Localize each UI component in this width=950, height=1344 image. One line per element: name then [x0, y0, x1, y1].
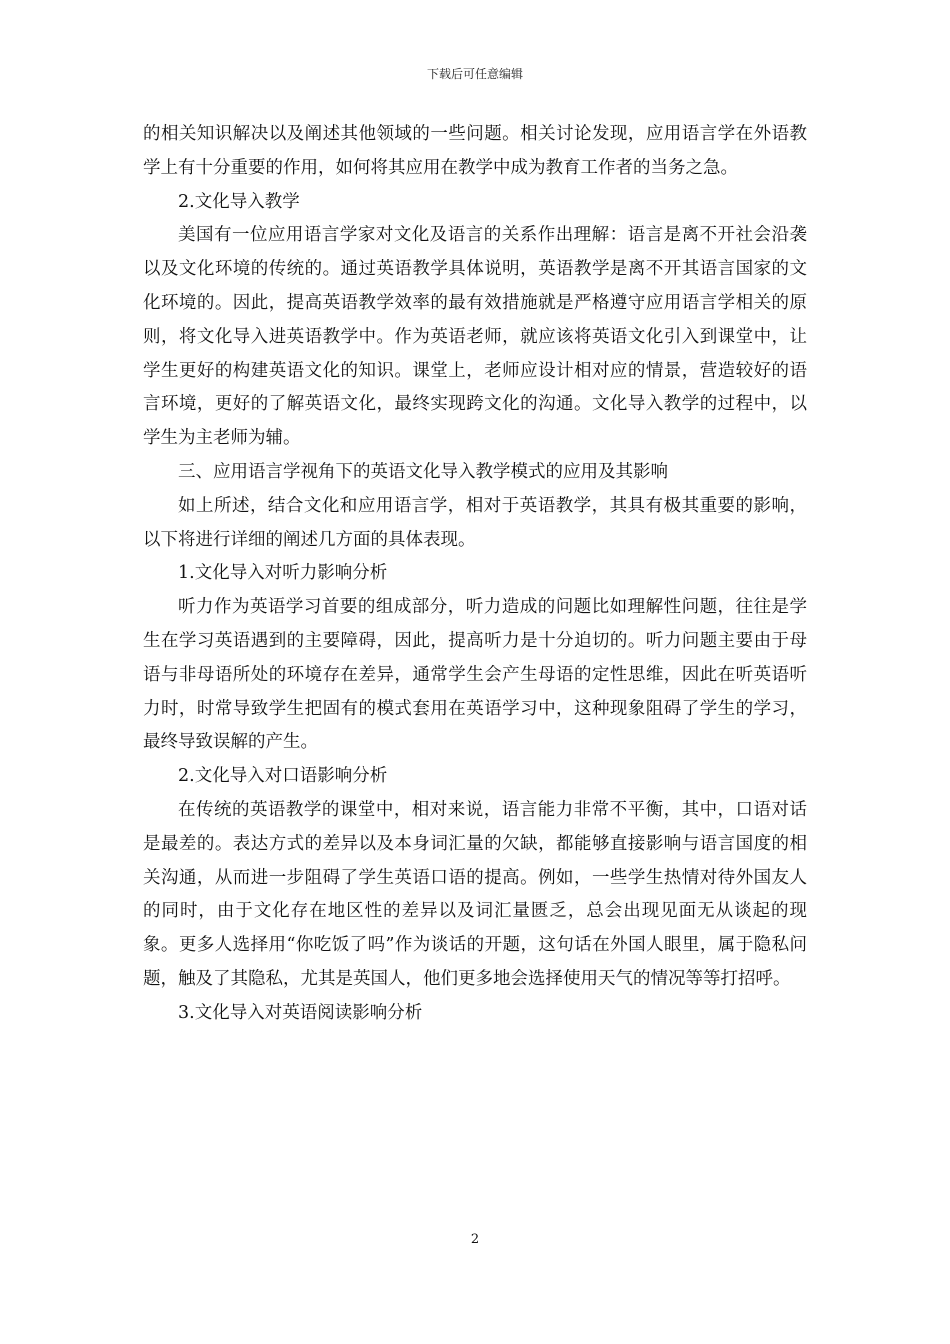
section-heading-speaking: 2.文化导入对口语影响分析	[178, 766, 388, 787]
paragraph: 在传统的英语教学的课堂中，相对来说，语言能力非常不平衡，其中，口语对话是最差的。表达方式的差异以及本身词汇量的欠缺，都能够直接影响与语言国度的相关沟通，从而进一步阻碍了学生英语口语的提高。例如，一些学生热情对待外国友人的同时，由于文化存在地区性的差异以及词汇量匮乏，总会出现见面无从谈起的现象。更多人选择用“你吃饭了吗”作为谈话的开题，这句话在外国人眼里，属于隐私问题，触及了其隐私，尤其是英国人，他们更多地会选择使用天气的情况等等打招呼。	[143, 799, 807, 989]
paragraph: 如上所述，结合文化和应用语言学，相对于英语教学，其具有极其重要的影响，以下将进行详细的阐述几方面的具体表现。	[143, 495, 807, 550]
page-header: 下载后可任意编辑	[426, 67, 523, 81]
page-number: 2	[470, 1232, 480, 1247]
section-heading-reading: 3.文化导入对英语阅读影响分析	[178, 1002, 423, 1023]
section-heading-cultural-introduction: 2.文化导入教学	[178, 191, 300, 212]
paragraph: 听力作为英语学习首要的组成部分，听力造成的问题比如理解性问题，往往是学生在学习英语遇到的主要障碍，因此，提高听力是十分迫切的。听力问题主要由于母语与非母语所处的环境存在差异，通常学生会产生母语的定性思维，因此在听英语听力时，时常导致学生把固有的模式套用在英语学习中，这种现象阻碍了学生的学习，最终导致误解的产生。	[143, 597, 807, 753]
paragraph: 美国有一位应用语言学家对文化及语言的关系作出理解：语言是离不开社会沿袭以及文化环境的传统的。通过英语教学具体说明，英语教学是离不开其语言国家的文化环境的。因此，提高英语教学效率的最有效措施就是严格遵守应用语言学相关的原则，将文化导入进英语教学中。作为英语老师，就应该将英语文化引入到课堂中，让学生更好的构建英语文化的知识。课堂上，老师应设计相对应的情景，营造较好的语言环境，更好的了解英语文化，最终实现跨文化的沟通。文化导入教学的过程中，以学生为主老师为辅。	[143, 225, 807, 449]
paragraph-continuation: 的相关知识解决以及阐述其他领域的一些问题。相关讨论发现，应用语言学在外语教学上有十分重要的作用，如何将其应用在教学中成为教育工作者的当务之急。	[143, 124, 807, 178]
document-body	[143, 118, 807, 1031]
section-heading-listening: 1.文化导入对听力影响分析	[178, 563, 388, 584]
section-heading-chapter-three: 三、应用语言学视角下的英语文化导入教学模式的应用及其影响	[178, 461, 668, 482]
